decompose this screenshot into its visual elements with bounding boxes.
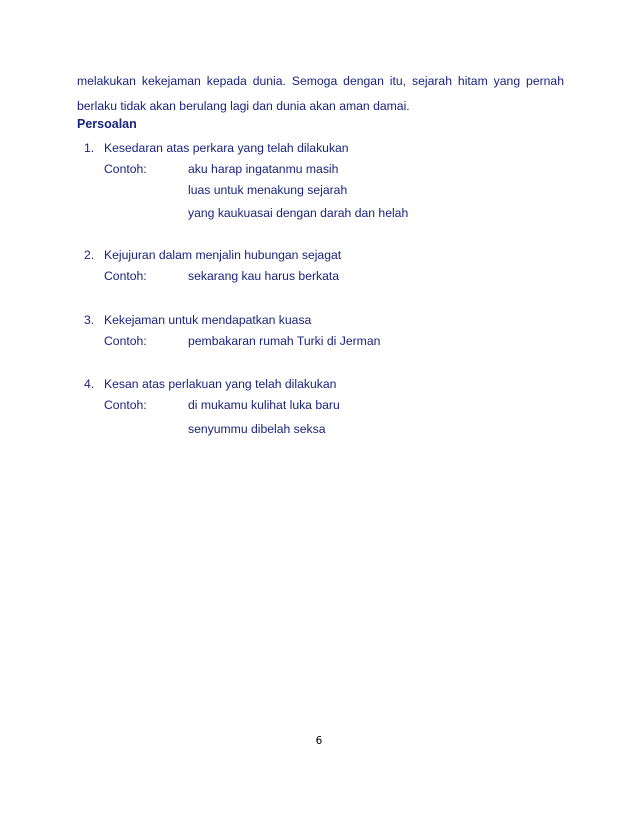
example-label: Contoh: bbox=[104, 162, 147, 176]
page-number: 6 bbox=[315, 735, 323, 747]
example-line: yang kaukuasai dengan darah dan helah bbox=[188, 206, 409, 220]
item-number: 2. bbox=[84, 248, 95, 262]
item-number: 3. bbox=[84, 313, 95, 327]
item-title: Kekejaman untuk mendapatkan kuasa bbox=[104, 313, 312, 327]
example-line: luas untuk menakung sejarah bbox=[188, 183, 348, 197]
item-title: Kejujuran dalam menjalin hubungan sejagat bbox=[104, 248, 342, 262]
example-line: senyummu dibelah seksa bbox=[188, 422, 326, 436]
item-title: Kesan atas perlakuan yang telah dilakukan bbox=[104, 377, 337, 391]
example-line: aku harap ingatanmu masih bbox=[188, 162, 339, 176]
item-number: 1. bbox=[84, 141, 95, 155]
intro-line-2: berlaku tidak akan berulang lagi dan dunia akan aman damai. bbox=[77, 99, 410, 113]
example-label: Contoh: bbox=[104, 269, 147, 283]
item-number: 4. bbox=[84, 377, 95, 391]
section-heading: Persoalan bbox=[77, 117, 137, 131]
example-line: pembakaran rumah Turki di Jerman bbox=[188, 334, 381, 348]
example-line: sekarang kau harus berkata bbox=[188, 269, 340, 283]
example-label: Contoh: bbox=[104, 398, 147, 412]
intro-line-1: melakukan kekejaman kepada dunia. Semoga dengan itu, sejarah hitam yang pernah bbox=[77, 74, 564, 88]
item-title: Kesedaran atas perkara yang telah dilakukan bbox=[104, 141, 349, 155]
example-label: Contoh: bbox=[104, 334, 147, 348]
intro-paragraph bbox=[77, 69, 564, 119]
example-line: di mukamu kulihat luka baru bbox=[188, 398, 340, 412]
